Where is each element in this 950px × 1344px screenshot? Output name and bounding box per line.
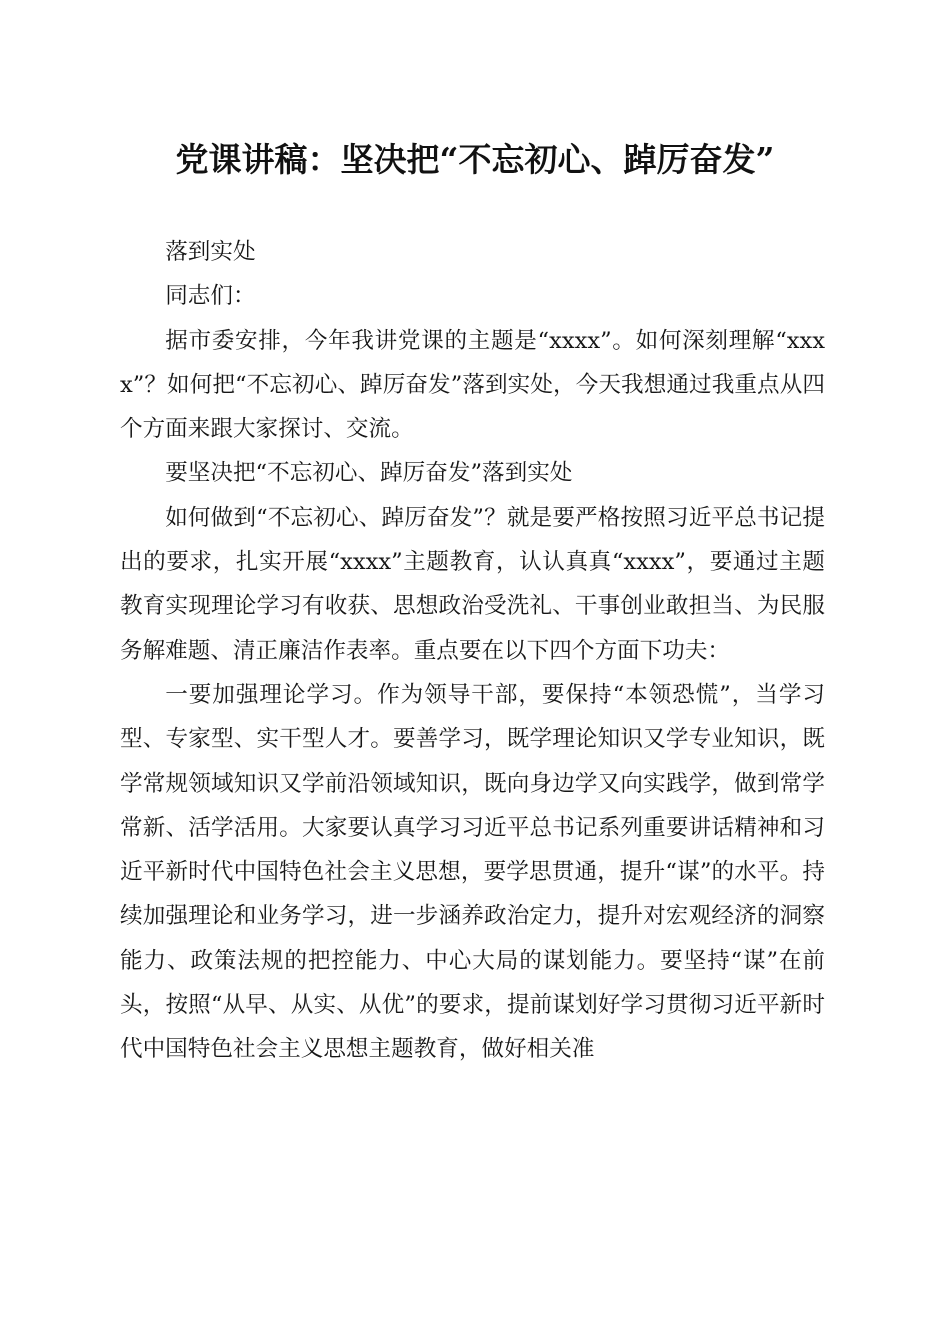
paragraph-intro: 据市委安排，今年我讲党课的主题是“xxxx”。如何深刻理解“xxxx”？如何把“不忘初心、踔厉奋发”落到实处，今天我想通过我重点从四个方面来跟大家探讨、交流。	[120, 327, 825, 443]
paragraph-salutation: 同志们：	[165, 283, 256, 310]
document-title: 党课讲稿：坚决把“不忘初心、踔厉奋发”	[175, 140, 775, 179]
paragraph-section-heading: 要坚决把“不忘初心、踔厉奋发”落到实处	[165, 460, 573, 487]
document-body	[120, 230, 825, 1072]
paragraph-subtitle-continuation: 落到实处	[165, 239, 256, 265]
paragraph-how-to: 如何做到“不忘初心、踔厉奋发”？就是要严格按照习近平总书记提出的要求，扎实开展“xxxx”主题教育，认认真真“xxxx”，要通过主题教育实现理论学习有收获、思想政治受洗礼、干事创业敢担当、为民服务解难题、清正廉洁作表率。重点要在以下四个方面下功夫：	[120, 504, 825, 664]
paragraph-point-one: 一要加强理论学习。作为领导干部，要保持“本领恐慌”，当学习型、专家型、实干型人才。要善学习，既学理论知识又学专业知识，既学常规领域知识又学前沿领域知识，既向身边学又向实践学，做到常学常新、活学活用。大家要认真学习习近平总书记系列重要讲话精神和习近平新时代中国特色社会主义思想，要学思贯通，提升“谋”的水平。持续加强理论和业务学习，进一步涵养政治定力，提升对宏观经济的洞察能力、政策法规的把控能力、中心大局的谋划能力。要坚持“谋”在前头，按照“从早、从实、从优”的要求，提前谋划好学习贯彻习近平新时代中国特色社会主义思想主题教育，做好相关准	[120, 681, 825, 1063]
